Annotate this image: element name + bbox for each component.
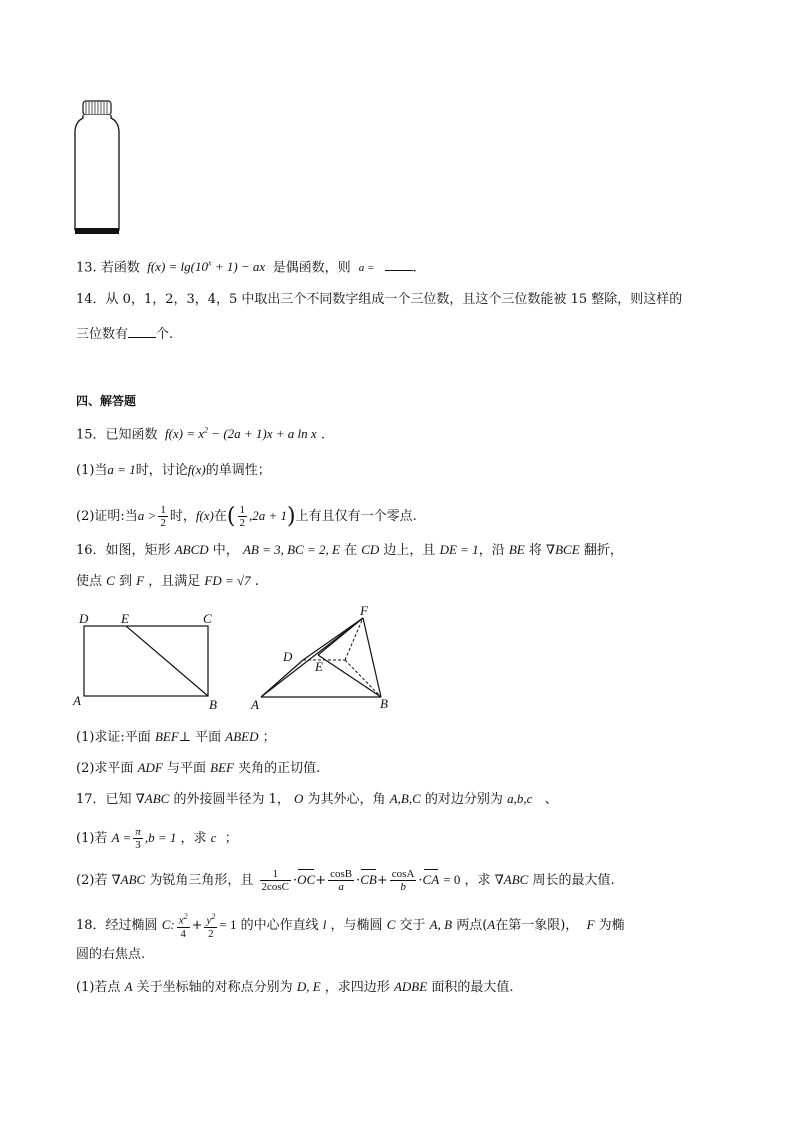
label-E: E	[121, 611, 129, 626]
question-13: 13. 若函数 $f(x) = \lg(10^x + 1)$ − ax 是偶函数，则 a = .	[76, 259, 417, 276]
question-16-part1: (1)求证:平面 BEF⊥ 平面 ABED ；	[76, 729, 276, 745]
label-A: A	[73, 693, 81, 708]
question-14-line1: 14．从 0，1，2，3，4，5 中取出三个不同数字组成一个三位数，且这个三位数能被 15 整除，则这样的	[76, 292, 683, 307]
rectangle-figure	[70, 608, 230, 714]
question-15: 15．已知函数 $f(x) = x^2 - (2a + 1)x + a$ ln x .	[76, 426, 325, 443]
question-16-part2: (2)求平面 ADF 与平面 BEF 夹角的正切值.	[76, 760, 321, 776]
question-16-line1: 16．如图，矩形 ABCD 中， AB = 3, BC = 2, E 在 CD 边上，且 DE = 1，沿 BE 将 ∇BCE 翻折，	[76, 542, 623, 558]
question-15-part1: (1)当a = 1时，讨论f(x)的单调性；	[76, 462, 271, 478]
question-18-line1: 18．经过椭圆 C: $\frac{x^2}{4}$ + $\frac{y^2}{2}$ = 1 的中心作直线 l ，与椭圆 C 交于 A, B 两点(A在第一象限)， F 为椭	[76, 912, 625, 940]
q13-function: $f(x) = \lg(10^x + 1)$ − ax	[147, 259, 266, 275]
label-F: F	[360, 603, 368, 618]
question-17-line1: 17．已知 ∇ABC 的外接圆半径为 1， O 为其外心，角 A,B,C 的对边分别为 a,b,c 、	[76, 791, 558, 807]
answer-blank	[128, 325, 156, 338]
label-D: D	[79, 611, 89, 626]
question-18-line2: 圆的右焦点.	[76, 947, 146, 962]
label-C: C	[203, 611, 212, 626]
bottle-figure	[70, 98, 126, 238]
question-17-part2: (2)若 ∇ABC 为锐角三角形，且 $\frac{1}{2\cos C}$ ·OC+ $\frac{\cos B}{a}$ ·CB+ $\frac{\cos A}{b}$ ·CA = 0 ，求 ∇ABC 周长的最大值.	[76, 868, 615, 893]
label-E: E	[315, 659, 323, 674]
question-16-line2: 使点 C 到 F ，且满足 FD = √7 .	[76, 573, 259, 589]
folded-figure	[245, 600, 405, 712]
question-14-line2: 三位数有 个.	[76, 327, 174, 342]
question-15-part2: (2)证明:当a > $\frac{1}{2}$ 时，f(x)在( $\frac{1}{2}$ ,2a + 1)上有且仅有一个零点.	[76, 504, 417, 529]
question-17-part1: (1)若 A = $\frac{\pi}{3}$ ,b = 1 ，求 c ；	[76, 826, 238, 851]
label-A: A	[251, 697, 259, 712]
section-title: 四、解答题	[76, 394, 137, 408]
label-B: B	[209, 697, 217, 712]
label-B: B	[380, 696, 388, 711]
question-18-part1: (1)若点 A 关于坐标轴的对称点分别为 D, E ，求四边形 ADBE 面积的最大值.	[76, 979, 514, 995]
label-D: D	[283, 649, 293, 664]
answer-blank	[385, 258, 413, 271]
